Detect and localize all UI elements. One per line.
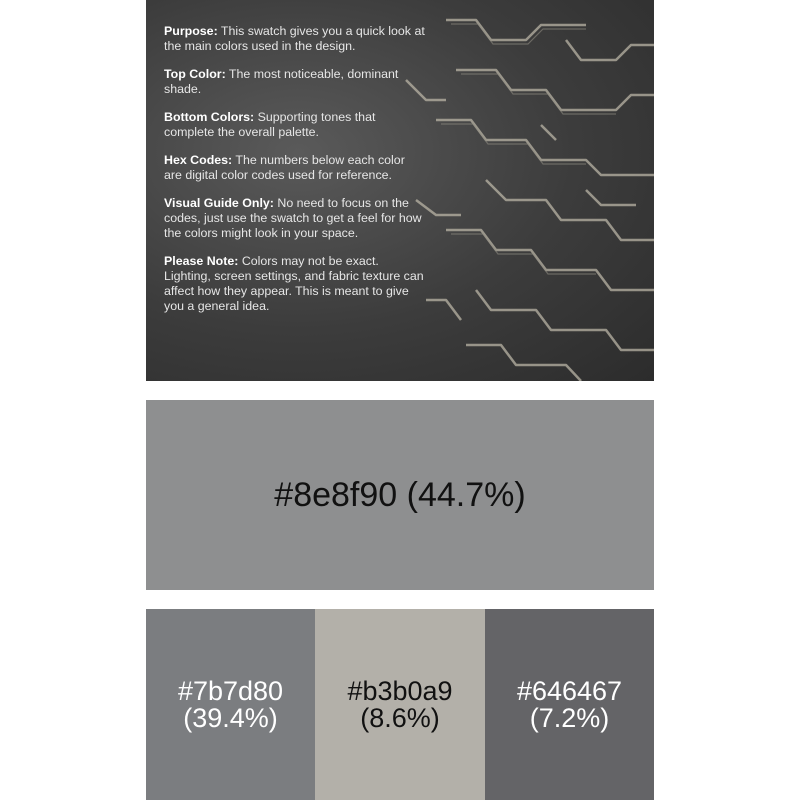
info-description: The numbers below each color are digital color codes used for reference. (164, 153, 405, 182)
swatch-percent: (39.4%) (183, 702, 278, 733)
info-label: Bottom Colors: (164, 110, 255, 124)
info-paragraph-purpose (164, 24, 426, 54)
info-panel (146, 0, 654, 381)
swatch-percent: (8.6%) (360, 702, 440, 733)
info-description: The most noticeable, dominant shade. (164, 67, 399, 96)
info-label: Please Note: (164, 254, 239, 268)
swatch-hex: #8e8f90 (274, 475, 398, 514)
info-paragraph-bottom-colors (164, 110, 426, 140)
info-paragraph-visual-guide (164, 196, 426, 241)
info-paragraph-hex-codes (164, 153, 426, 183)
swatch-percent: (44.7%) (406, 475, 526, 514)
info-label: Hex Codes: (164, 153, 233, 167)
info-description: Supporting tones that complete the overall palette. (164, 110, 376, 139)
info-label: Purpose: (164, 24, 218, 38)
secondary-color-swatch-1 (146, 609, 315, 800)
info-description: No need to focus on the codes, just use the swatch to get a feel for how the colors might look in your space. (164, 196, 422, 240)
swatch-hex: #646467 (516, 675, 623, 706)
info-label: Top Color: (164, 67, 226, 81)
swatch-percent: (7.2%) (529, 702, 610, 733)
secondary-color-swatch-3 (485, 609, 654, 800)
info-description: This swatch gives you a quick look at the main colors used in the design. (164, 24, 425, 53)
swatch-hex: #b3b0a9 (347, 675, 453, 706)
info-paragraph-please-note (164, 254, 426, 314)
swatch-hex: #7b7d80 (177, 675, 284, 706)
info-label: Visual Guide Only: (164, 196, 274, 210)
swatch-label (274, 476, 525, 515)
secondary-color-swatch-2 (315, 609, 485, 800)
info-paragraph-top-color (164, 67, 426, 97)
info-text (164, 24, 426, 327)
info-description: Colors may not be exact. Lighting, screen settings, and fabric texture can affect how they appear. This is meant to give you a general idea. (164, 254, 424, 313)
dominant-color-swatch (146, 400, 654, 590)
